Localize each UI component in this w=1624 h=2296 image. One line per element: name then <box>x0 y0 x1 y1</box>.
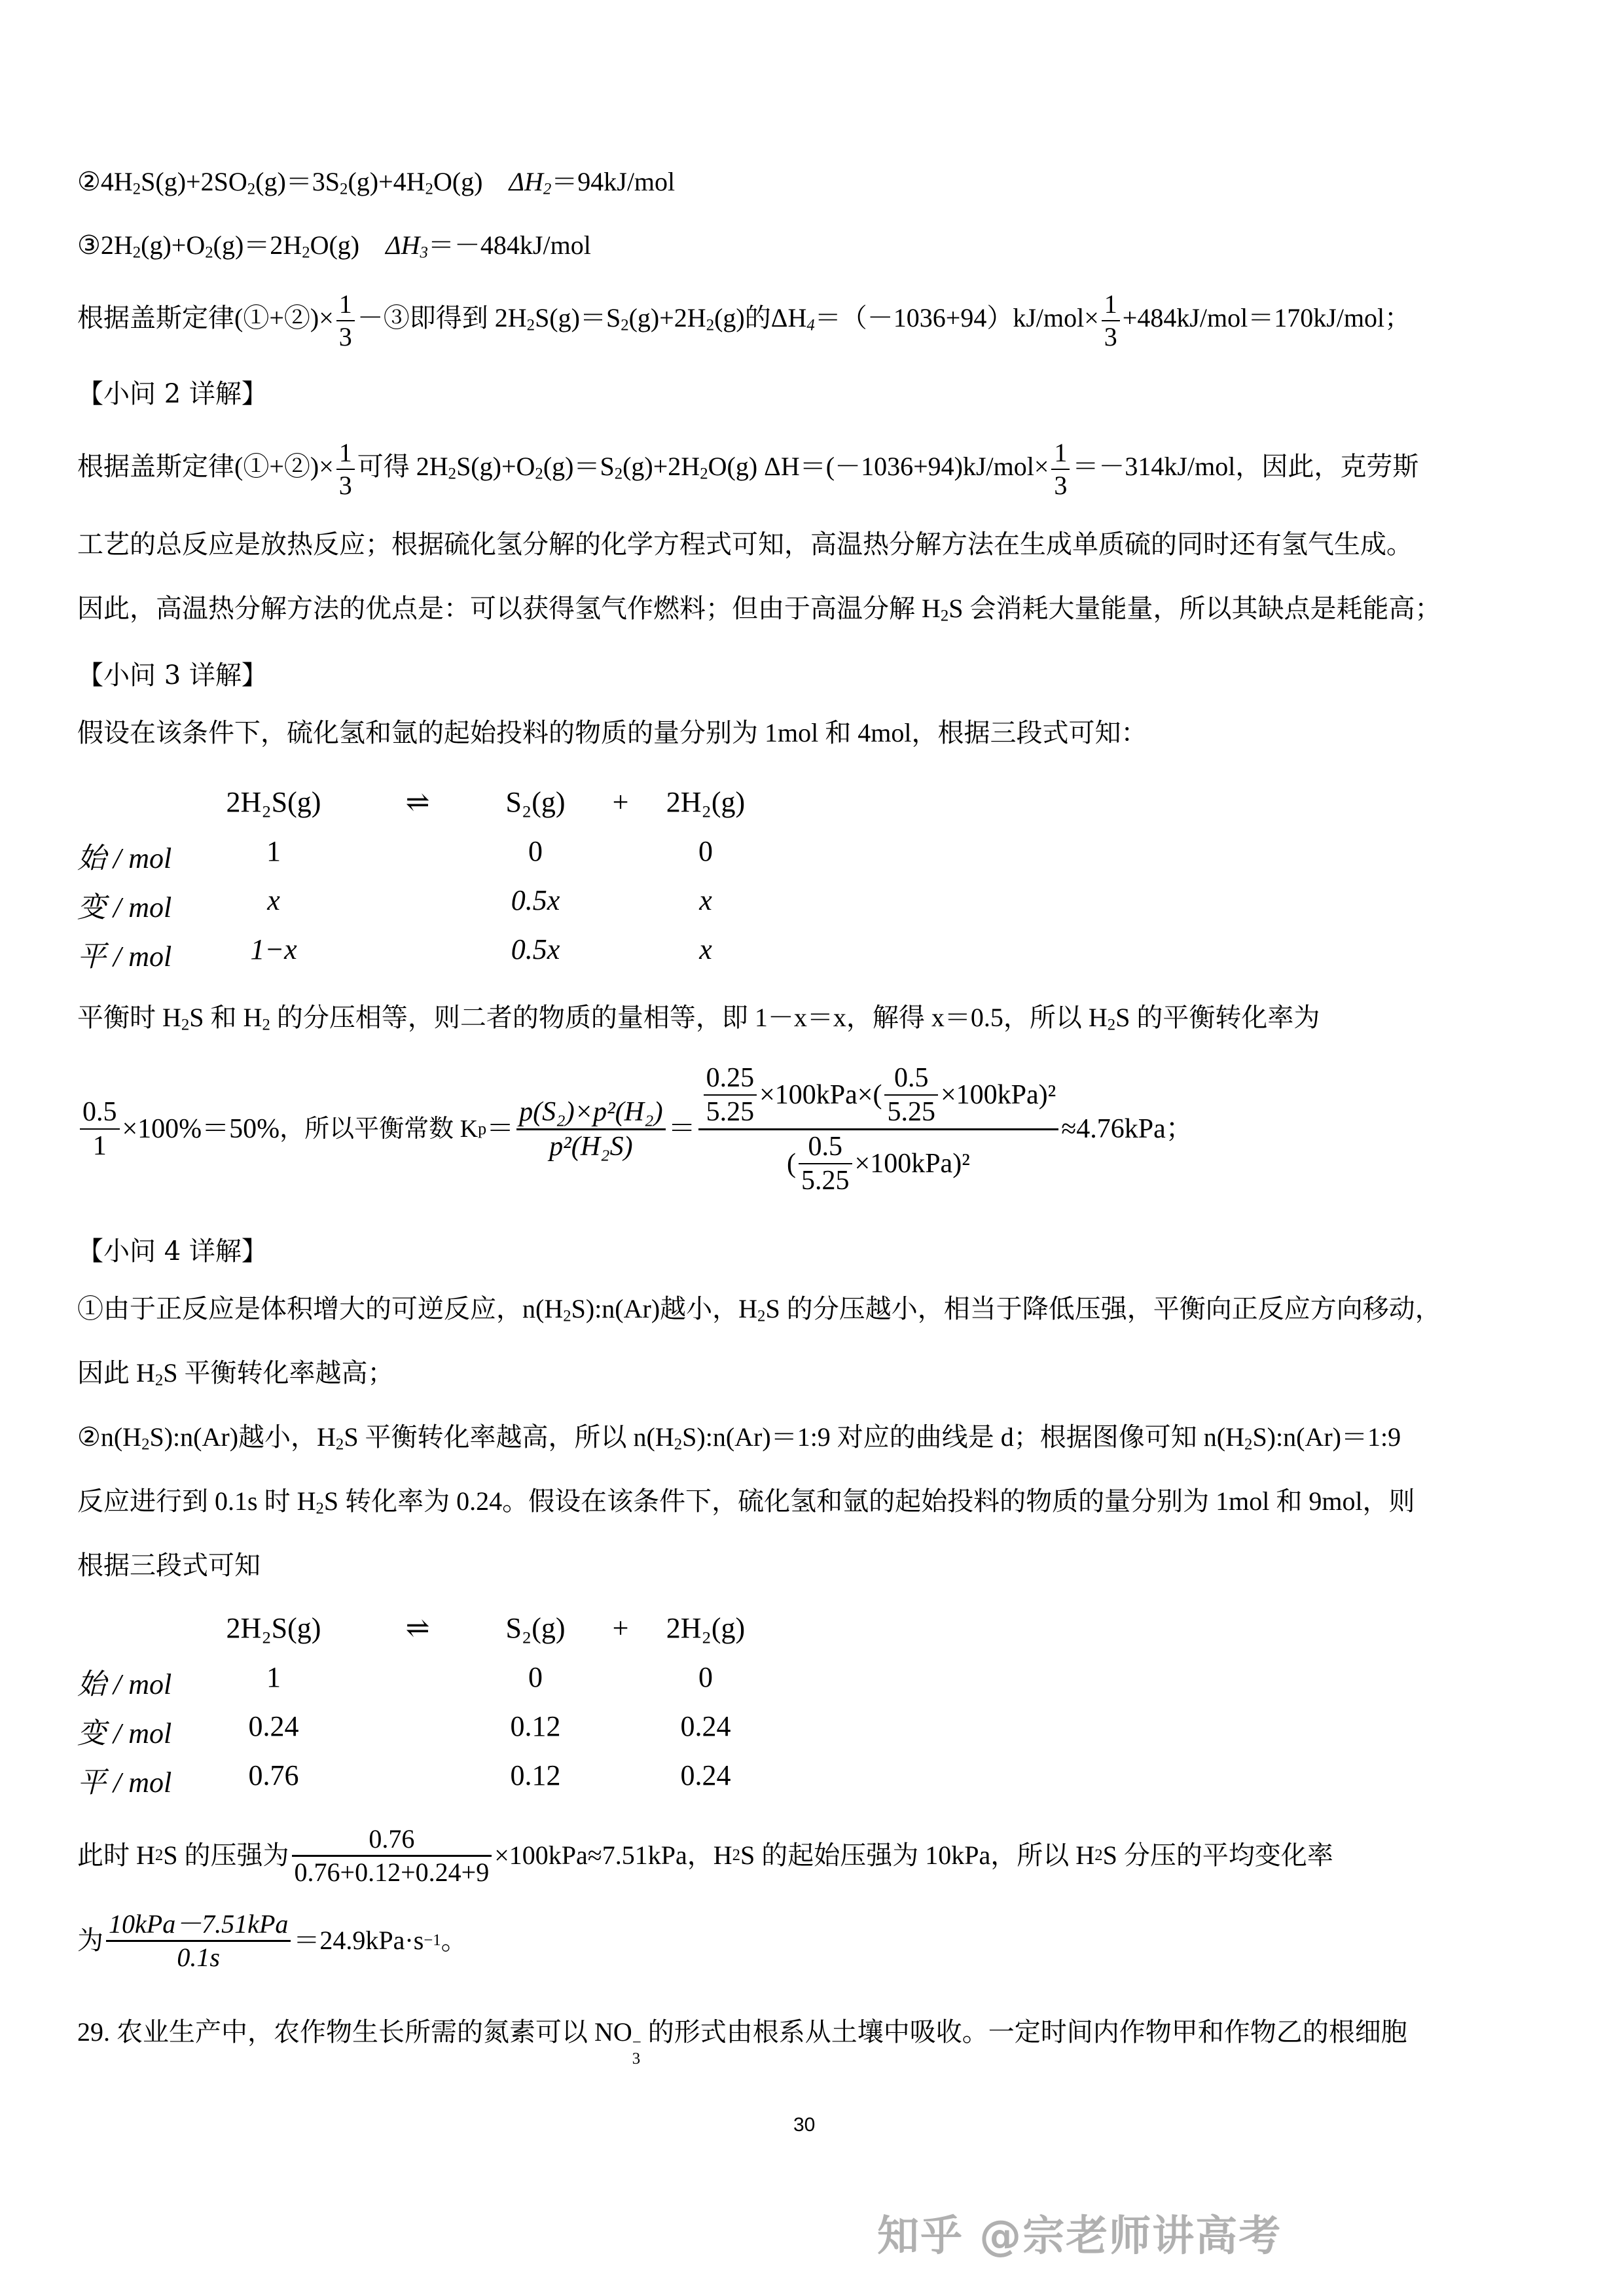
hess-law-line-1 <box>77 291 1411 350</box>
enthalpy-value: ＝94kJ/mol <box>551 167 676 196</box>
subscript: 2 <box>316 1499 324 1518</box>
denominator: 3 <box>1054 471 1068 500</box>
denominator: 5.25 <box>801 1165 850 1196</box>
fraction <box>106 1911 291 1971</box>
section-heading-4: 【小问 4 详解】 <box>77 1236 268 1266</box>
equation-3 <box>77 230 591 262</box>
paragraph: 工艺的总反应是放热反应；根据硫化氢分解的化学方程式可知，高温热分解方法在生成单质硫的同时还有氢气生成。 <box>77 529 1413 559</box>
text: S):n(Ar)＝1:9 对应的曲线是 d；根据图像可知 n(H <box>682 1422 1245 1452</box>
subscript: 2 <box>302 243 310 262</box>
paragraph <box>77 1422 1401 1454</box>
ice-cell: 0 <box>528 1661 543 1693</box>
text: ，所以平衡常数 K <box>280 1115 478 1143</box>
text: 此时 H <box>77 1840 155 1870</box>
fraction <box>698 1064 1059 1194</box>
ice-cell: x <box>699 933 712 965</box>
rate-calculation: 为 $\frac{\text{10kPa－7.51kPa}}{0.1s}$ ＝24.9kPa·s −1 。 <box>77 1909 467 1972</box>
paragraph: 假设在该条件下，硫化氢和氩的起始投料的物质的量分别为 1mol 和 4mol，根据三段式可知： <box>77 718 1147 747</box>
subscript: 2 <box>757 1307 766 1325</box>
text: S):n(Ar)越小，H <box>571 1294 758 1323</box>
ice-cell: 0.24 <box>680 1759 731 1791</box>
denominator: 3 <box>338 471 352 500</box>
ice-cell: 0.24 <box>680 1710 731 1742</box>
subscript: 2 <box>621 316 629 334</box>
fraction <box>516 1098 665 1160</box>
numerator: 0.5 <box>893 1062 929 1093</box>
circled-number: ② <box>77 167 101 196</box>
text: S(g)+O <box>456 452 535 482</box>
text: ≈4.76kPa； <box>1061 1114 1193 1144</box>
text: O(g) ΔH＝(－1036+94)kJ/mol× <box>708 452 1049 482</box>
kp-calculation: $\frac{0.5}{1}$ ×100%＝50% ，所以平衡常数 K p ＝ $\frac{\text{p(S₂)×p²(H₂)}}{\text{p²(H₂S)}}$ ＝ $\frac{0.25}{5.25}$ ×100kPa×( $\frac{0.5}{5.25}$ ×100kPa)² ( $\frac{0.5}{5.25}$ ×100kPa)² ≈4.76kPa； <box>77 1064 1193 1194</box>
denominator: p²(H₂S) <box>549 1131 633 1162</box>
fraction <box>292 1823 492 1887</box>
text: ＝（－1036+94）kJ/mol× <box>814 303 1099 333</box>
subscript: 2 <box>543 180 552 198</box>
paragraph: 根据三段式可知 <box>77 1551 261 1580</box>
subscript: 2 <box>425 180 433 198</box>
numerator: 0.76 <box>369 1823 415 1854</box>
subscript: 2 <box>340 180 348 198</box>
numerator: 0.5 <box>808 1131 843 1162</box>
ice-header-cell: + <box>612 1612 629 1644</box>
text: ×100kPa)² <box>854 1148 970 1179</box>
text: 平衡时 H <box>77 1003 181 1032</box>
text: (g)+4H <box>348 167 425 196</box>
text: ×100kPa)² <box>940 1079 1056 1110</box>
ice-header-cell: ⇌ <box>405 786 430 818</box>
denominator: 5.25 <box>706 1096 755 1127</box>
text: 因此 H <box>77 1358 155 1388</box>
text: S 会消耗大量能量，所以其缺点是耗能高； <box>948 594 1441 623</box>
text: 的分压相等，则二者的物质的量相等，即 1－x＝x，解得 x＝0.5，所以 H <box>270 1003 1108 1032</box>
text: ×100%＝50% <box>122 1114 280 1144</box>
ion-charge <box>632 2035 641 2068</box>
text: －③即得到 2H <box>357 303 527 333</box>
paragraph <box>77 1486 1415 1518</box>
ice-cell: 0.24 <box>248 1710 299 1742</box>
subscript: 2 <box>940 607 949 625</box>
subscript: 3 <box>420 243 428 262</box>
ice-header-cell: 2H₂S(g) <box>226 786 321 818</box>
pressure-calculation: 此时 H 2 S 的压强为 $\frac{0.76}{0.76+0.12+0.24+9}$ ×100kPa≈7.51kPa，H 2 S 的起始压强为 10kPa，所以 H 2 S 分压的平均变化率 <box>77 1823 1333 1887</box>
text: S 分压的平均变化率 <box>1102 1840 1333 1870</box>
denominator: 0.1s <box>177 1942 220 1972</box>
text: 的形式由根系从土壤中吸收。一定时间内作物甲和作物乙的根细胞 <box>641 2017 1407 2047</box>
text: S 的压强为 <box>163 1840 289 1870</box>
ice-cell: 1−x <box>250 933 297 965</box>
text: (g)＝3S <box>255 167 340 196</box>
text: S 平衡转化率越高，所以 n(H <box>344 1422 674 1452</box>
watermark: 知乎 @宗老师讲高考 <box>877 2212 1282 2261</box>
subscript: 2 <box>700 465 708 483</box>
subscript: 2 <box>247 180 256 198</box>
fraction <box>80 1098 120 1160</box>
subscript: 2 <box>141 1435 150 1454</box>
text: 反应进行到 0.1s 时 H <box>77 1486 316 1516</box>
denominator: 1 <box>92 1131 107 1161</box>
text: S 的平衡转化率为 <box>1115 1003 1320 1032</box>
text: S):n(Ar)越小，H <box>149 1422 336 1452</box>
ice-row-label: 平 / mol <box>77 941 172 973</box>
text: 根据盖斯定律(①+②)× <box>77 303 334 333</box>
text: S 和 H <box>189 1003 262 1032</box>
numerator: 10kPa－7.51kPa <box>109 1909 289 1939</box>
ice-cell: 0.5x <box>511 884 560 916</box>
subscript: 4 <box>806 316 815 334</box>
text: 因此，高温热分解方法的优点是：可以获得氢气作燃料；但由于高温分解 H <box>77 594 941 623</box>
denominator: 3 <box>1104 322 1117 351</box>
text: 根据盖斯定律(①+②)× <box>77 452 334 482</box>
ice-cell: 1 <box>266 835 281 867</box>
enthalpy-value: ＝－484kJ/mol <box>427 230 591 260</box>
ice-cell: x <box>699 884 712 916</box>
text: (g)＝S <box>543 452 615 482</box>
subscript: 2 <box>1107 1016 1116 1034</box>
text: ×100kPa≈7.51kPa，H <box>494 1840 732 1870</box>
text: 29. 农业生产中，农作物生长所需的氮素可以 NO <box>77 2017 632 2047</box>
text: ①由于正反应是体积增大的可逆反应，n(H <box>77 1294 564 1323</box>
text: ×100kPa×( <box>759 1079 882 1110</box>
text: (g)+O <box>141 230 206 260</box>
ice-cell: 1 <box>266 1661 281 1693</box>
text: 为 <box>77 1926 103 1955</box>
ice-cell: 0.12 <box>510 1710 561 1742</box>
equation-2 <box>77 167 676 198</box>
ice-row-label: 变 / mol <box>77 891 172 924</box>
subscript: 2 <box>132 180 141 198</box>
text: S(g)＝S <box>535 303 621 333</box>
text: S(g)+2SO <box>141 167 247 196</box>
text: ＝24.9kPa·s <box>293 1926 424 1955</box>
fraction <box>336 291 355 350</box>
text: 可得 2H <box>357 452 448 482</box>
subscript: 2 <box>526 316 535 334</box>
ice-cell: 0 <box>528 835 543 867</box>
text: (g)+2H <box>623 452 700 482</box>
subscript: 2 <box>614 465 623 483</box>
ice-header-cell: 2H₂S(g) <box>226 1612 321 1644</box>
text: (g)+2H <box>628 303 706 333</box>
ice-row-label: 始 / mol <box>77 842 172 874</box>
denominator: 5.25 <box>887 1096 935 1127</box>
paragraph <box>77 594 1441 625</box>
subscript: 2 <box>132 243 141 262</box>
subscript: 2 <box>535 465 543 483</box>
subscript: 2 <box>1244 1435 1253 1454</box>
subscript: 2 <box>205 243 213 262</box>
subscript: 2 <box>262 1016 270 1034</box>
subscript: 2 <box>335 1435 344 1454</box>
fraction <box>884 1064 938 1126</box>
text: 。 <box>441 1926 467 1955</box>
denominator: 3 <box>338 322 352 351</box>
ice-header-cell: 2H₂(g) <box>666 786 746 818</box>
text: ＝ <box>668 1114 696 1144</box>
hess-law-line-2 <box>77 440 1418 499</box>
numerator: p(S₂)×p²(H₂) <box>519 1096 663 1127</box>
ice-row-label: 始 / mol <box>77 1668 172 1700</box>
text: ( <box>787 1148 797 1179</box>
text: 2H <box>100 230 133 260</box>
subscript: 2 <box>674 1435 683 1454</box>
section-heading-3: 【小问 3 详解】 <box>77 660 268 691</box>
text: ＝ <box>486 1114 514 1144</box>
text: (g)＝2H <box>213 230 302 260</box>
denominator <box>784 1130 973 1194</box>
text: (g)的ΔH <box>714 303 807 333</box>
subscript: 2 <box>181 1016 190 1034</box>
circled-number: ③ <box>77 230 101 260</box>
fraction <box>799 1133 852 1194</box>
ice-cell: 0 <box>698 1661 713 1693</box>
ice-row-label: 平 / mol <box>77 1767 172 1799</box>
fraction <box>336 440 355 499</box>
numerator <box>698 1064 1059 1128</box>
subscript: 2 <box>448 465 457 483</box>
enthalpy-label: ΔH <box>509 167 543 196</box>
text: ②n(H <box>77 1422 142 1452</box>
subscript: 2 <box>154 1371 164 1390</box>
text: ＝－314kJ/mol，因此，克劳斯 <box>1072 452 1419 482</box>
page-number: 30 <box>793 2114 816 2136</box>
ice-cell: 0 <box>698 835 713 867</box>
numerator: 1 <box>338 438 352 467</box>
ice-cell: 0.12 <box>510 1759 561 1791</box>
numerator: 1 <box>338 289 352 319</box>
ice-header-cell: 2H₂(g) <box>666 1612 746 1644</box>
ice-header-cell: + <box>612 786 629 818</box>
text: S 转化率为 0.24。假设在该条件下，硫化氢和氩的起始投料的物质的量分别为 1mol 和 9mol，则 <box>323 1486 1415 1516</box>
text: +484kJ/mol＝170kJ/mol； <box>1122 303 1411 333</box>
subscript: 3 <box>632 2049 641 2068</box>
numerator: 1 <box>1104 289 1117 319</box>
numerator: 1 <box>1054 438 1068 467</box>
fraction <box>1102 291 1120 350</box>
denominator: 0.76+0.12+0.24+9 <box>294 1857 490 1887</box>
section-heading-2: 【小问 2 详解】 <box>77 379 268 409</box>
ice-row-label: 变 / mol <box>77 1717 172 1749</box>
enthalpy-label: ΔH <box>386 230 420 260</box>
fraction <box>704 1064 757 1126</box>
text: S 平衡转化率越高； <box>163 1358 394 1388</box>
ice-header-cell: S₂(g) <box>505 1612 566 1644</box>
text: S 的分压越小，相当于降低压强，平衡向正反应方向移动， <box>765 1294 1441 1323</box>
text: S 的起始压强为 10kPa，所以 H <box>740 1840 1095 1870</box>
ice-header-cell: S₂(g) <box>505 786 566 818</box>
paragraph <box>77 1358 394 1390</box>
ice-header-cell: ⇌ <box>405 1612 430 1644</box>
question-29 <box>77 2019 1407 2068</box>
ice-cell: x <box>267 884 280 916</box>
subscript: 2 <box>563 1307 571 1325</box>
paragraph <box>77 1003 1320 1034</box>
text: O(g) <box>310 230 360 260</box>
paragraph <box>77 1294 1441 1325</box>
numerator: 0.5 <box>82 1097 117 1127</box>
ice-cell: 0.5x <box>511 933 560 965</box>
text: S):n(Ar)＝1:9 <box>1252 1422 1401 1452</box>
superscript: − <box>632 2033 641 2051</box>
ice-cell: 0.76 <box>248 1759 299 1791</box>
text: 4H <box>100 167 133 196</box>
numerator: 0.25 <box>706 1062 755 1093</box>
fraction <box>1051 440 1070 499</box>
text: O(g) <box>433 167 483 196</box>
subscript: 2 <box>706 316 715 334</box>
